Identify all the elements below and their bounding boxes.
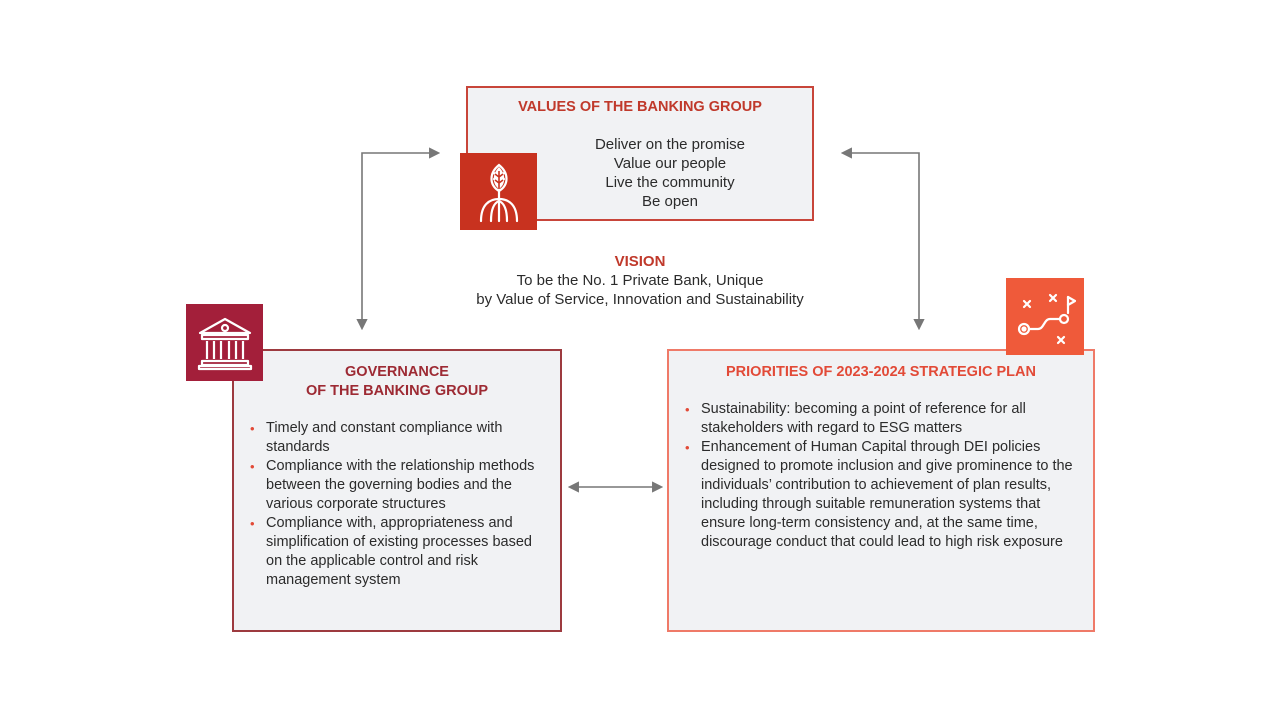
governance-item: • Compliance with the relationship methods between the governing bodies and the various corporate structures	[244, 457, 548, 514]
values-title: VALUES OF THE BANKING GROUP	[518, 99, 762, 115]
priorities-item: • Enhancement of Human Capital through DEI policies designed to promote inclusion and give prominence to the individuals’ contribution to achievement of plan results, including through suitable remuneration systems that ensure long-term consistency and, at the same time, discourage conduct that could lead to high risk exposure	[679, 438, 1083, 552]
vision-line: by Value of Service, Innovation and Sustainability	[476, 291, 804, 308]
priorities-list	[679, 400, 1083, 552]
governance-title-line: GOVERNANCE	[345, 364, 449, 380]
arrow-values-priorities	[843, 153, 919, 328]
governance-list	[244, 419, 548, 590]
governance-title-line: OF THE BANKING GROUP	[305, 383, 489, 399]
vision-line: To be the No. 1 Private Bank, Unique	[516, 272, 764, 289]
bank-building-icon	[186, 304, 263, 381]
governance-title	[234, 363, 560, 401]
arrow-values-governance	[362, 153, 438, 328]
values-list	[528, 135, 812, 211]
governance-box	[232, 349, 562, 632]
priorities-title: PRIORITIES OF 2023-2024 STRATEGIC PLAN	[726, 364, 1036, 380]
vision-title: VISION	[614, 253, 666, 270]
strategy-path-icon	[1006, 278, 1084, 355]
plant-globe-icon	[460, 153, 537, 230]
vision-block	[430, 252, 850, 309]
values-item: Be open	[642, 193, 698, 210]
priorities-box	[667, 349, 1095, 632]
values-item: Value our people	[613, 155, 727, 172]
priorities-item: • Sustainability: becoming a point of reference for all stakeholders with regard to ESG matters	[679, 400, 1083, 438]
values-item: Live the community	[605, 174, 735, 191]
values-item: Deliver on the promise	[594, 136, 746, 153]
governance-item: • Compliance with, appropriateness and simplification of existing processes based on the applicable control and risk management system	[244, 514, 548, 590]
governance-item: • Timely and constant compliance with standards	[244, 419, 548, 457]
